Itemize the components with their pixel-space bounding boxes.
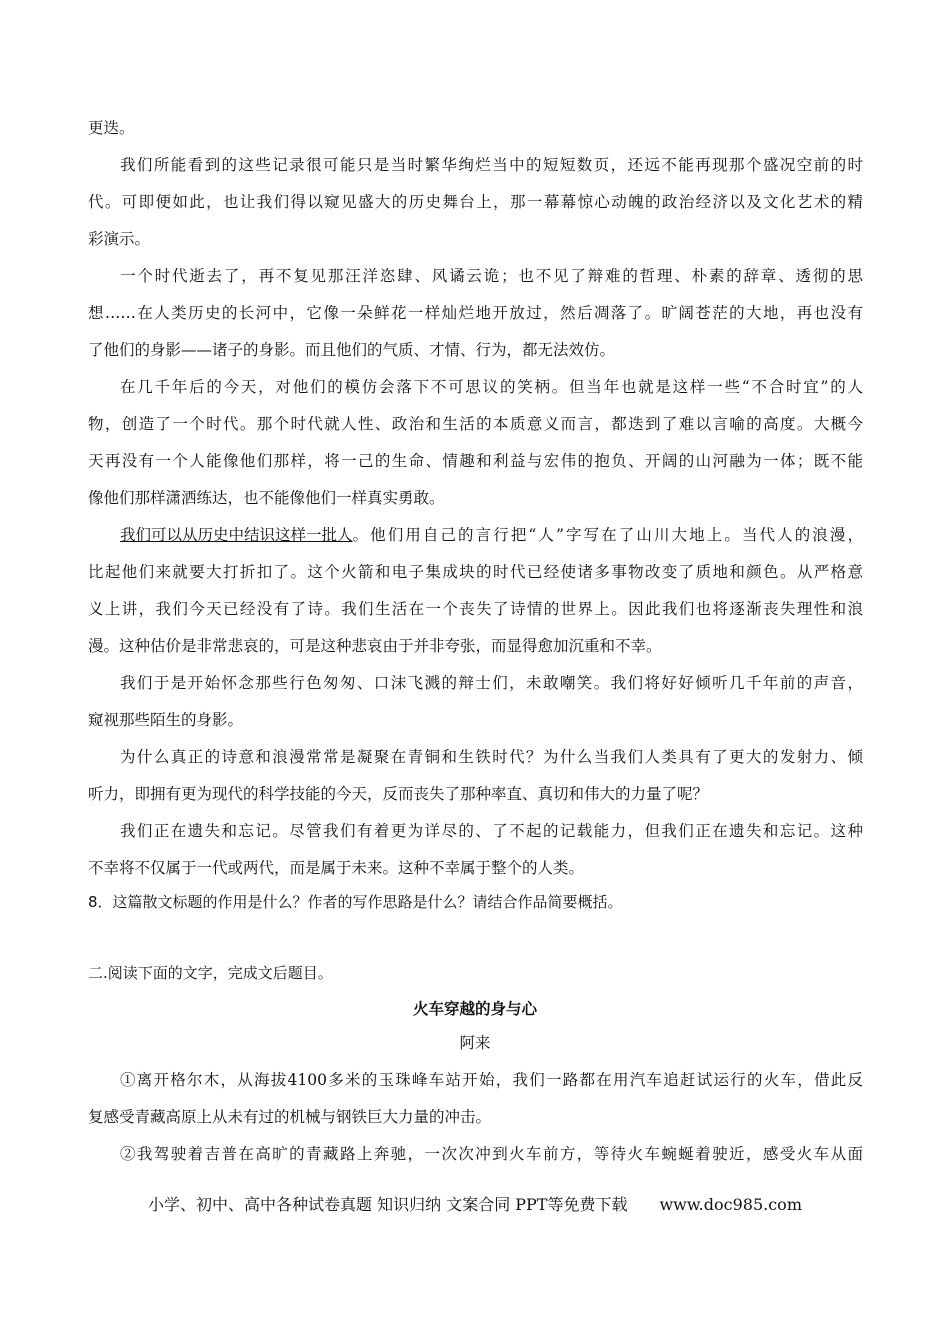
underlined-phrase: 我们可以从历史中结识这样一批人: [120, 526, 353, 544]
text-line: 我们于是开始怀念那些行色匆匆、口沫飞溅的辩士们，未敢嘲笑。我们将好好倾听几千年前的声音，: [120, 674, 863, 692]
article-title: 火车穿越的身与心: [412, 1000, 537, 1018]
footer-text: 小学、初中、高中各种试卷真题 知识归纳 文案合同 PPT等免费下载: [148, 1195, 628, 1214]
text-line: 想……在人类历史的长河中，它像一朵鲜花一样灿烂地开放过，然后凋落了。旷阔苍茫的大地，再也没有: [88, 304, 863, 322]
text-line: 天再没有一个人能像他们那样，将一己的生命、情趣和利益与宏伟的抱负、开阔的山河融为一体；既不能: [88, 452, 863, 470]
text-line: 我们正在遗失和忘记。尽管我们有着更为详尽的、了不起的记载能力，但我们正在遗失和忘记。这种: [120, 822, 863, 840]
text-line: ②我驾驶着吉普在高旷的青藏路上奔驰，一次次冲到火车前方，等待火车蜿蜒着驶近，感受火车从面: [120, 1145, 863, 1163]
text-line: 窥视那些陌生的身影。: [88, 711, 244, 729]
text-line: 为什么真正的诗意和浪漫常常是凝聚在青铜和生铁时代？为什么当我们人类具有了更大的发射力、倾: [120, 748, 863, 766]
text-line: 了他们的身影——诸子的身影。而且他们的气质、才情、行为，都无法效仿。: [88, 341, 616, 359]
question-8: 8．这篇散文标题的作用是什么？作者的写作思路是什么？请结合作品简要概括。: [88, 893, 623, 911]
page-footer: [0, 1192, 950, 1215]
text-line: 代。可即便如此，也让我们得以窥见盛大的历史舞台上，那一幕幕惊心动魄的政治经济以及文化艺术的精: [88, 193, 863, 211]
text-line: 在几千年后的今天，对他们的模仿会落下不可思议的笑柄。但当年也就是这样一些“不合时宜”的人: [120, 378, 863, 396]
text-line: 听力，即拥有更为现代的科学技能的今天，反而丧失了那种率直、真切和伟大的力量了呢？: [88, 785, 709, 803]
text-line: ①离开格尔木，从海拔4100多米的玉珠峰车站开始，我们一路都在用汽车追赶试运行的火车，借此反: [120, 1071, 863, 1089]
article-author: 阿来: [459, 1034, 491, 1052]
footer-site[interactable]: www.doc985.com: [659, 1195, 802, 1214]
text-line: 彩演示。: [88, 230, 151, 248]
text-line: 复感受青藏高原上从未有过的机械与钢铁巨大力量的冲击。: [88, 1108, 492, 1126]
text-line: 不幸将不仅属于一代或两代，而是属于未来。这种不幸属于整个的人类。: [88, 859, 585, 877]
text-line: 漫。这种估价是非常悲哀的，可是这种悲哀由于并非夸张，而显得愈加沉重和不幸。: [88, 637, 662, 655]
text-line: [120, 525, 863, 545]
text-fragment: 。他们用自己的言行把“人”字写在了山川大地上。当代人的浪漫，: [352, 526, 863, 544]
text-line: 我们所能看到的这些记录很可能只是当时繁华绚烂当中的短短数页，还远不能再现那个盛况空前的时: [120, 156, 863, 174]
text-line: 比起他们来就要大打折扣了。这个火箭和电子集成块的时代已经使诸多事物改变了质地和颜色。从严格意: [88, 563, 863, 581]
text-line: 一个时代逝去了，再不复见那汪洋恣肆、风谲云诡；也不见了辩难的哲理、朴素的辞章、透彻的思: [120, 267, 863, 285]
text-line: 义上讲，我们今天已经没有了诗。我们生活在一个丧失了诗情的世界上。因此我们也将逐渐丧失理性和浪: [88, 600, 863, 618]
section-heading: 二.阅读下面的文字，完成文后题目。: [88, 964, 333, 982]
text-line: 更迭。: [88, 119, 135, 137]
text-line: 像他们那样潇洒练达，也不能像他们一样真实勇敢。: [88, 489, 445, 507]
text-line: 物，创造了一个时代。那个时代就人性、政治和生活的本质意义而言，都迭到了难以言喻的高度。大概今: [88, 415, 863, 433]
